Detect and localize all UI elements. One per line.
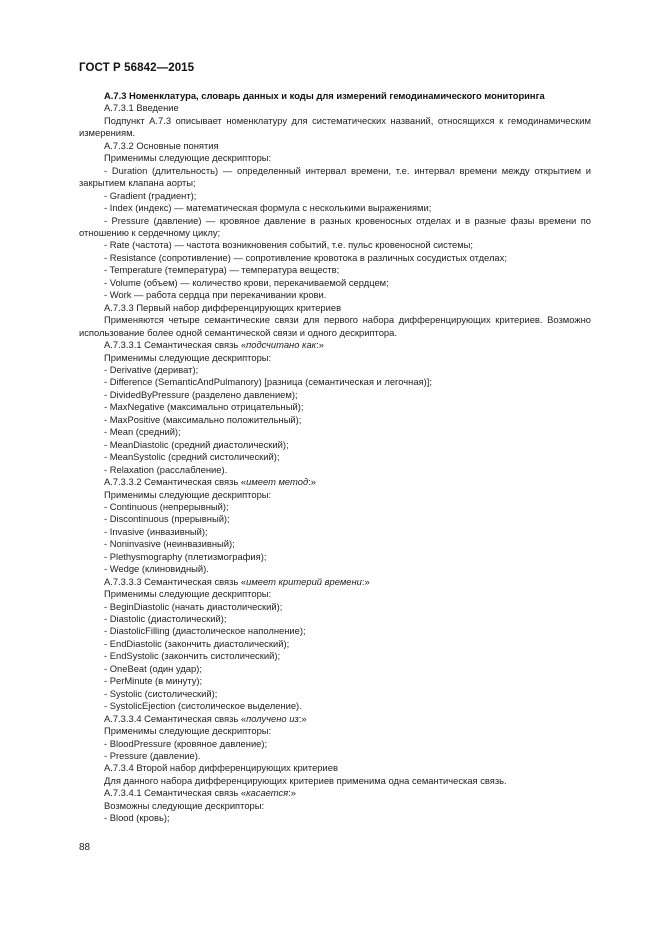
text-line <box>79 264 591 276</box>
line-text: - DiastolicFilling (диастолическое наполнение); <box>104 625 306 637</box>
line-text: - OneBeat (один удар); <box>104 662 202 674</box>
line-text: Применимы следующие дескрипторы: <box>104 152 272 164</box>
line-text: A.7.3.3.1 Семантическая связь « <box>104 339 247 351</box>
line-text: - Derivative (дериват); <box>104 363 199 375</box>
text-line <box>79 115 591 140</box>
line-text: - MeanDiastolic (средний диастолический); <box>104 438 289 450</box>
line-text: - Continuous (непрерывный); <box>104 500 229 512</box>
text-line <box>79 650 591 662</box>
text-line <box>79 426 591 438</box>
line-text: - Difference (SemanticAndPulmanory) [разница (семантическая и легочная)]; <box>104 376 432 388</box>
relation-name: подсчитано как <box>246 339 317 351</box>
text-line <box>79 190 591 202</box>
line-text: Для данного набора дифференцирующих критериев применима одна семантическая связь. <box>104 774 507 786</box>
line-text: A.7.3.3.4 Семантическая связь « <box>104 712 247 724</box>
text-line <box>79 725 591 737</box>
line-text: - Work — работа сердца при перекачивании крови. <box>104 289 327 301</box>
line-text: - Noninvasive (неинвазивный); <box>104 538 235 550</box>
text-line <box>79 738 591 750</box>
text-line <box>79 800 591 812</box>
text-line <box>79 613 591 625</box>
line-text: Применимы следующие дескрипторы: <box>104 588 272 600</box>
line-text: - EndDiastolic (закончить диастолический); <box>104 637 290 649</box>
line-text: - Relaxation (расслабление). <box>104 463 228 475</box>
text-line <box>79 140 591 152</box>
text-line <box>79 513 591 525</box>
text-line <box>79 750 591 762</box>
line-text: - Mean (средний); <box>104 426 181 438</box>
line-text: - Volume (объем) — количество крови, перекачиваемой сердцем; <box>104 276 389 288</box>
relation-name: имеет критерий времени <box>246 575 362 587</box>
relation-tail: :» <box>308 476 316 488</box>
text-line <box>79 302 591 314</box>
line-text: - Wedge (клиновидный). <box>104 563 209 575</box>
text-line <box>79 576 591 588</box>
text-line <box>79 638 591 650</box>
text-line <box>79 526 591 538</box>
relation-tail: :» <box>361 575 370 587</box>
line-text: - PerMinute (в минуту); <box>104 675 203 687</box>
text-line <box>79 252 591 264</box>
text-line <box>79 165 591 190</box>
text-line <box>79 588 591 600</box>
text-line <box>79 464 591 476</box>
line-text: - EndSystolic (закончить систолический); <box>104 650 281 662</box>
line-text: - SystolicEjection (систолическое выделение). <box>104 700 302 712</box>
line-text: - BeginDiastolic (начать диастолический); <box>104 600 283 612</box>
text-line <box>79 439 591 451</box>
relation-name: получено из <box>246 712 299 724</box>
relation-name: касается <box>246 787 289 799</box>
text-line <box>79 713 591 725</box>
line-text: - Index (индекс) — математическая формула с несколькими выражениями; <box>104 202 432 214</box>
line-text: - Resistance (сопротивление) — сопротивление кровотока в различных сосудистых отделах; <box>104 251 507 263</box>
text-line <box>79 364 591 376</box>
text-line <box>79 663 591 675</box>
text-line <box>79 90 591 102</box>
text-line <box>79 787 591 799</box>
text-line <box>79 376 591 388</box>
text-line <box>79 812 591 824</box>
text-line <box>79 451 591 463</box>
text-line <box>79 352 591 364</box>
text-line <box>79 538 591 550</box>
text-line <box>79 563 591 575</box>
document-header: ГОСТ Р 56842—2015 <box>79 62 195 74</box>
line-text: - MaxNegative (максимально отрицательный); <box>104 401 304 413</box>
relation-tail: :» <box>316 339 324 351</box>
line-text: A.7.3.4.1 Семантическая связь « <box>104 787 247 799</box>
line-text: - Duration (длительность) — определенный интервал времени, т.е. интервал времени между открытием и закрытием клапана аорты; <box>79 164 591 189</box>
line-text: Применяются четыре семантические связи для первого набора дифференцирующих критериев. Возможно использование более одной семантической связи и одного дескриптора. <box>79 314 591 338</box>
text-line <box>79 501 591 513</box>
line-text: A.7.3.3.3 Семантическая связь « <box>104 575 247 587</box>
line-text: - Temperature (температура) — температура веществ; <box>104 264 340 276</box>
document-body <box>79 90 591 825</box>
line-text: - Gradient (градиент); <box>104 189 197 201</box>
line-text: - Rate (частота) — частота возникновения событий, т.е. пульс кровеносной системы; <box>104 239 474 251</box>
line-text: - Discontinuous (прерывный); <box>104 513 230 525</box>
relation-name: имеет метод <box>246 476 309 488</box>
text-line <box>79 476 591 488</box>
line-text: - Systolic (систолический); <box>104 687 218 699</box>
text-line <box>79 489 591 501</box>
text-line <box>79 762 591 774</box>
text-line <box>79 601 591 613</box>
line-text: A.7.3 Номенклатура, словарь данных и коды для измерений гемодинамического мониторинга <box>104 90 545 101</box>
line-text: - Diastolic (диастолический); <box>104 613 227 625</box>
line-text: - Pressure (давление). <box>104 750 201 762</box>
text-line <box>79 289 591 301</box>
text-line <box>79 700 591 712</box>
line-text: A.7.3.2 Основные понятия <box>104 139 219 151</box>
line-text: - Plethysmography (плетизмография); <box>104 550 267 562</box>
line-text: A.7.3.3 Первый набор дифференцирующих критериев <box>104 301 342 313</box>
text-line <box>79 102 591 114</box>
line-text: - BloodPressure (кровяное давление); <box>104 737 268 749</box>
line-text: A.7.3.4 Второй набор дифференцирующих критериев <box>104 762 338 774</box>
relation-tail: :» <box>298 712 307 724</box>
text-line <box>79 152 591 164</box>
text-line <box>79 277 591 289</box>
line-text: Подпункт А.7.3 описывает номенклатуру для систематических названий, относящихся к гемодинамическим измерениям. <box>79 114 591 139</box>
text-line <box>79 215 591 240</box>
line-text: - MeanSystolic (средний систолический); <box>104 451 280 463</box>
relation-tail: :» <box>288 787 297 799</box>
line-text: - MaxPositive (максимально положительный); <box>104 413 302 425</box>
text-line <box>79 675 591 687</box>
text-line <box>79 688 591 700</box>
line-text: A.7.3.3.2 Семантическая связь « <box>104 476 247 488</box>
line-text: - DividedByPressure (разделено давлением); <box>104 388 298 400</box>
text-line <box>79 775 591 787</box>
text-line <box>79 401 591 413</box>
line-text: A.7.3.1 Введение <box>104 102 179 114</box>
line-text: Возможны следующие дескрипторы: <box>104 799 265 811</box>
line-text: - Blood (кровь); <box>104 812 170 824</box>
line-text: Применимы следующие дескрипторы: <box>104 725 272 737</box>
text-line <box>79 414 591 426</box>
line-text: Применимы следующие дескрипторы: <box>104 488 272 500</box>
text-line <box>79 314 591 339</box>
text-line <box>79 551 591 563</box>
line-text: - Invasive (инвазивный); <box>104 525 208 537</box>
text-line <box>79 239 591 251</box>
text-line <box>79 339 591 351</box>
text-line <box>79 202 591 214</box>
text-line <box>79 389 591 401</box>
text-line <box>79 625 591 637</box>
line-text: - Pressure (давление) — кровяное давление в разных кровеносных отделах и в разные фазы времени по отношению к сердечному циклу; <box>79 214 591 238</box>
page-number: 88 <box>79 842 91 853</box>
line-text: Применимы следующие дескрипторы: <box>104 351 272 363</box>
